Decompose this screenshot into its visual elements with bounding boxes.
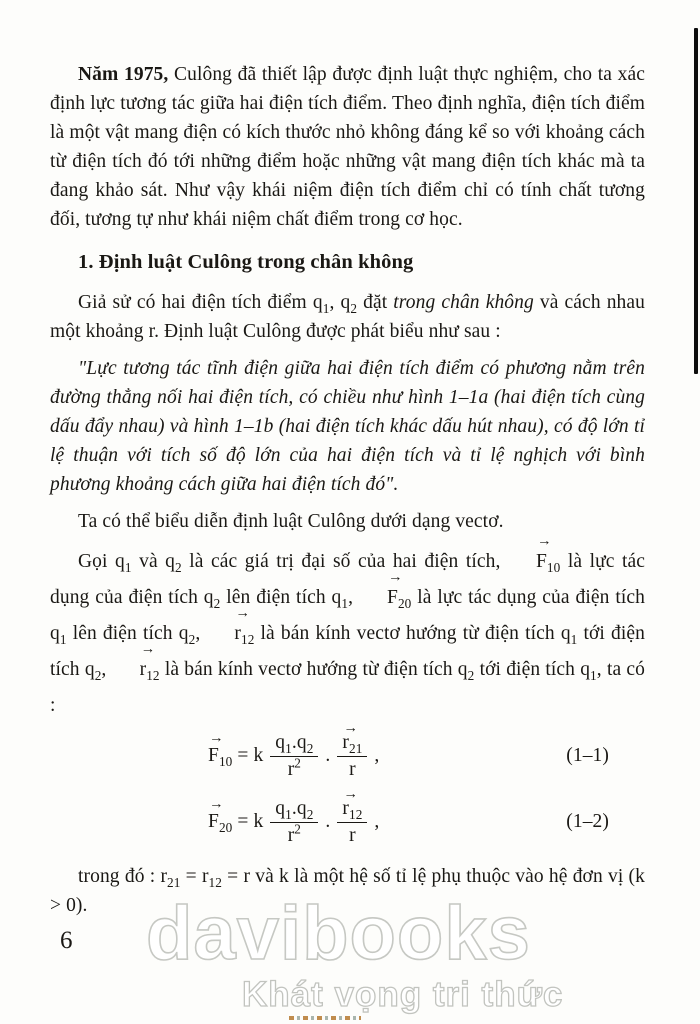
fraction-denominator (288, 823, 301, 847)
subscripted-symbol: $q_2$ (296, 797, 314, 822)
fraction-denominator: r (349, 825, 356, 847)
page-number: 6 (60, 927, 73, 954)
equation-body: → $F_{20}$ = k $\frac{q_1.q_2}{r^2}$ . → $r_{12}$ r , (208, 785, 380, 847)
vector-arrow-icon: → (209, 796, 224, 813)
scan-edge-artifact (694, 28, 698, 374)
vector-arrow-icon: → (343, 785, 359, 802)
vector-symbol: → $F_{20}$ (359, 580, 411, 616)
subscripted-symbol: $q_2$ (457, 659, 475, 683)
subscripted-symbol: $q_1$ (275, 797, 292, 822)
subscripted-symbol: $q_2$ (165, 551, 182, 575)
vector-arrow-icon: → (537, 532, 552, 549)
subscripted-symbol: $q_1$ (560, 623, 578, 647)
vector-arrow-icon: → (235, 604, 251, 621)
subscripted-symbol: $q_2$ (296, 732, 314, 756)
tiny-print-artifact (289, 1016, 361, 1020)
subscripted-symbol: $q_1$ (312, 292, 330, 316)
equation (50, 785, 645, 848)
fraction-denominator (288, 757, 301, 781)
subscripted-symbol: $r^2$ (287, 755, 302, 781)
fraction-numerator: $q_1.q_2$ (270, 796, 318, 823)
subscripted-symbol: $q_1$ (331, 587, 349, 611)
vector-symbol: → $F_{20}$ (208, 796, 233, 836)
subscripted-symbol: $q_1$ (275, 732, 292, 756)
subscripted-symbol: $q_2$ (340, 292, 358, 316)
paragraph: Ta có thể biểu diễn định luật Culông dưới dạng vectơ. (78, 511, 504, 532)
paragraph: Gọi $q_1$ và $q_2$ là các giá trị đại số của hai điện tích, → $F_{10}$ là lực tác dụng của điện tích $q_2$ lên điện tích $q_1$, → $F_{20}$ là lực tác dụng của điện tích $q_1$ lên điện tích $q_2$, → $r_{12}$ là bán kính vectơ hướng từ điện tích $q_1$ tới điện tích $q_2$, → $r_{12}$ là bán kính vectơ hướng từ điện tích $q_2$ tới điện tích $q_1$, ta có : (50, 532, 646, 716)
subscripted-symbol: $r_{12}$ (201, 865, 222, 890)
italic-text: trong chân không (393, 292, 534, 313)
vector-arrow-icon: → (388, 568, 403, 585)
fraction-numerator (337, 785, 367, 823)
subscripted-symbol: $q_2$ (84, 659, 102, 683)
subscripted-symbol: $q_2$ (203, 587, 221, 611)
subscripted-symbol: $q_1$ (50, 623, 67, 647)
fraction-denominator: r (349, 759, 356, 781)
subscripted-symbol: $q_1$ (115, 551, 132, 575)
subscripted-symbol: $q_1$ (580, 659, 597, 683)
equation-number: (1–1) (566, 745, 609, 767)
subscripted-symbol: $q_2$ (178, 623, 196, 647)
vector-symbol: → $F_{10}$ (508, 544, 560, 580)
subscripted-symbol: $r_{21}$ (160, 865, 181, 890)
fraction-numerator (337, 719, 367, 757)
vector-symbol: → $r_{12}$ (342, 785, 363, 822)
bold-text: Năm 1975, (78, 64, 169, 85)
vector-symbol: → $r_{21}$ (342, 719, 363, 756)
equation (50, 719, 645, 782)
paragraph: Giả sử có hai điện tích điểm $q_1$, $q_2$ đặt trong chân không và cách nhau một khoảng r. Định luật Culông được phát biểu như sau : (50, 292, 646, 342)
fraction (337, 785, 367, 848)
vector-symbol: → $F_{10}$ (208, 730, 233, 770)
vector-symbol: → $r_{12}$ (206, 616, 254, 652)
equation-body: → $F_{10}$ = k $\frac{q_1.q_2}{r^2}$ . → $r_{21}$ r , (208, 719, 380, 781)
fraction (270, 796, 318, 848)
section-heading: 1. Định luật Culông trong chân không (78, 251, 414, 273)
fraction (270, 730, 318, 782)
equation-number: (1–2) (566, 811, 609, 833)
watermark-brand: davibooks (146, 891, 531, 976)
fraction (337, 719, 367, 782)
paragraph (50, 354, 645, 499)
paragraph: trong đó : $r_{21} = r_{12} = r$ và k là một hệ số tỉ lệ phụ thuộc vào hệ đơn vị (k > 0). (50, 865, 645, 916)
page-text-column (50, 60, 645, 928)
paragraph: Năm 1975, Culông đã thiết lập được định luật thực nghiệm, cho ta xác định lực tương tác giữa hai điện tích điểm. Theo định nghĩa, điện tích điểm là một vật mang điện có kích thước nhỏ không đáng kể so với khoảng cách từ điện tích đó tới những điểm hoặc những vật mang điện tích khác mà ta đang khảo sát. Như vậy khái niệm điện tích điểm chỉ có tính chất tương đối, tương tự như khái niệm chất điểm trong cơ học. (50, 64, 645, 230)
vector-symbol: → $r_{12}$ (112, 652, 160, 688)
fraction-numerator: $q_1.q_2$ (270, 730, 318, 757)
subscripted-symbol: $r^2$ (287, 821, 302, 847)
italic-text: "Lực tương tác tĩnh điện giữa hai điện tích điểm có phương nằm trên đường thẳng nối hai điện tích, có chiều như hình 1–1a (hai điện tích cùng dấu đẩy nhau) và hình 1–1b (hai điện tích khác dấu hút nhau), có độ lớn tỉ lệ thuận với tích số độ lớn của hai điện tích và tỉ lệ nghịch với bình phương khoảng cách giữa hai điện tích đó". (50, 358, 645, 495)
vector-arrow-icon: → (140, 640, 156, 657)
vector-arrow-icon: → (209, 730, 224, 747)
vector-arrow-icon: → (343, 719, 359, 736)
watermark-tagline: Khát vọng tri thức (242, 975, 564, 1014)
